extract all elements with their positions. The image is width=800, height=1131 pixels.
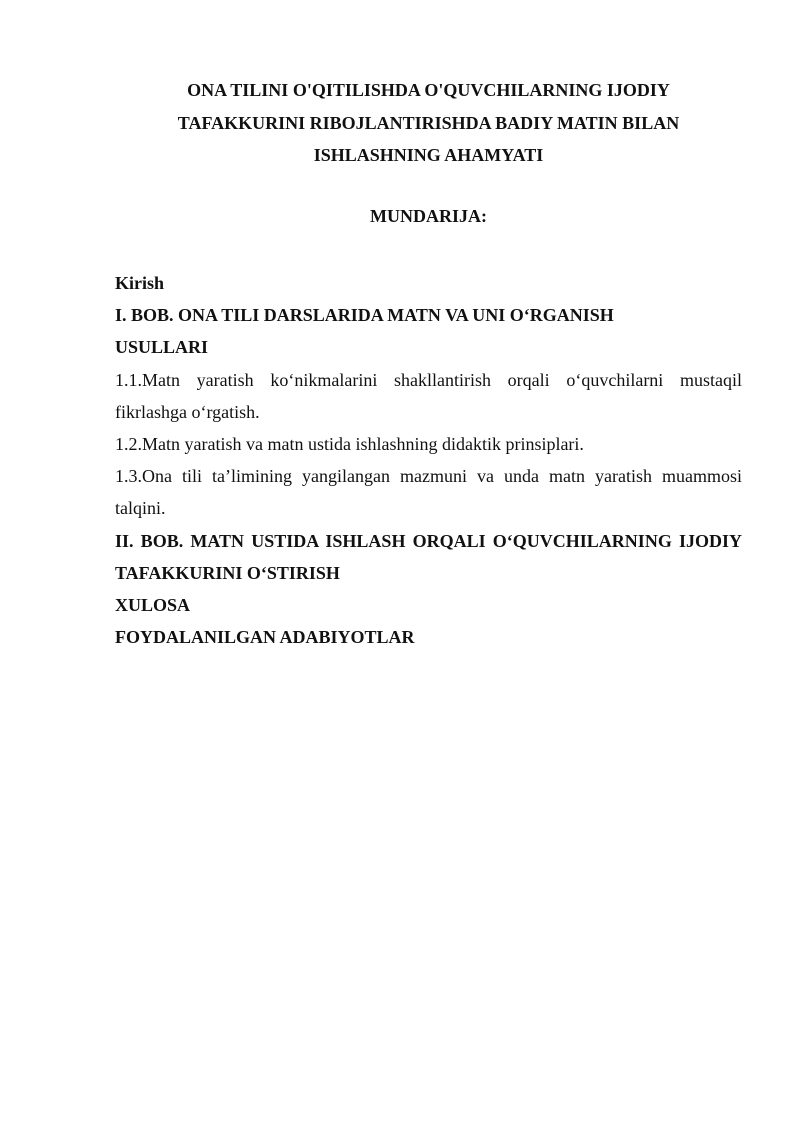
title-line-3: ISHLASHNING AHAMYATI bbox=[313, 145, 544, 165]
toc-section-1-2: 1.2.Matn yaratish va matn ustida ishlashning didaktik prinsiplari. bbox=[115, 434, 584, 455]
table-of-contents bbox=[115, 267, 742, 653]
toc-chapter-1-title: I. BOB. ONA TILI DARSLARIDA MATN VA UNI O‘RGANISH bbox=[115, 305, 614, 326]
toc-chapter-2-title: II. BOB. MATN USTIDA ISHLASH ORQALI O‘QUVCHILARNING IJODIY TAFAKKURINI O‘STIRISH bbox=[115, 530, 742, 583]
title-line-2: TAFAKKURINI RIBOJLANTIRISHDA BADIY MATIN BILAN bbox=[177, 112, 680, 133]
toc-intro: Kirish bbox=[115, 273, 165, 293]
contents-heading: MUNDARIJA: bbox=[370, 206, 487, 226]
document-title bbox=[115, 74, 742, 172]
toc-section-1-3: 1.3.Ona tili ta’limining yangilangan mazmuni va unda matn yaratish muammosi talqini. bbox=[115, 466, 742, 519]
toc-conclusion: XULOSA bbox=[115, 595, 191, 616]
title-line-1: ONA TILINI O'QITILISHDA O'QUVCHILARNING IJODIY bbox=[187, 80, 670, 100]
toc-references: FOYDALANILGAN ADABIYOTLAR bbox=[115, 627, 415, 648]
toc-chapter-1-title-continued: USULLARI bbox=[115, 337, 209, 358]
toc-section-1-1: 1.1.Matn yaratish ko‘nikmalarini shakllantirish orqali o‘quvchilarni mustaqil fikrlashga o‘rgatish. bbox=[115, 369, 742, 422]
